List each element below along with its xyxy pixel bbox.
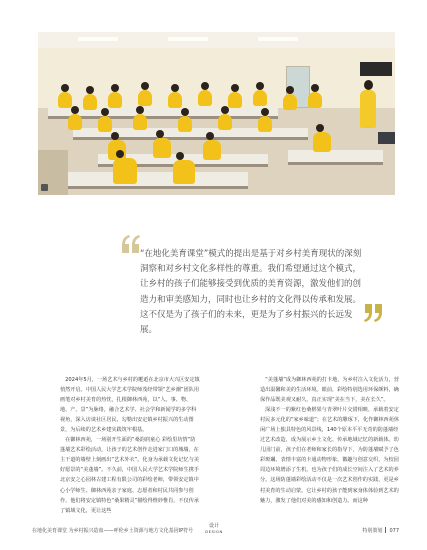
article-column-right	[260, 375, 400, 506]
laptop	[378, 132, 395, 144]
student	[258, 116, 272, 132]
student	[283, 94, 297, 110]
close-quote-icon	[363, 302, 385, 324]
student	[173, 160, 195, 184]
paragraph: 在御林西苑，一场别开生面的“桑韵润童心 彩绘里坊情”防蓬墙艺术彩绘活动，让孩子的艺术创作走进家门口的城墙，在主干道的墙壁上刻画出“艺术外衣”。化身为承载文化记忆与美好愿景的“美蓬墙”。不久前，中国人民大学艺术学院师生携手北京安之心园林古建工程有限公司的彩绘老师，带领安定镇中心小学师生、御林西苑亲子家庭、志愿者和村民共同参与创作。他们将安定镇特色“桑果精灵”描绘得惟妙惟肖，不仅传承了镇域文化，更让这些	[60, 437, 199, 514]
section-name: 特别策划	[362, 528, 383, 534]
student	[58, 92, 72, 108]
paragraph: 深浅不一的紫红色桑椹果与青翠叶片交错相映，承载着安定村民多元化的“家乡味道”；在艺术的雕琢下，化作御林西苑休闲广场上独具特色的风景线，140个原本平平无奇的防蓬墙经过艺术改造，成为展示乡土文化、传承地域记忆的新载体。幼儿园门前，孩子们在老师和家长的指导下，为防蓬墙赋予了色彩斑斓、表情丰富的卡通动物形象，徽趣与创意交织，为校园周边环境增添了生机，也为孩子们的成长空间注入了艺术的养分。这场防蓬墙彩绘活动不仅是一次艺术创作的实践，更是乡村美育的生动启蒙。它让乡村的孩子能到家身体体验到艺术的魅力，激发了他们对美的感知和创造力。而这种	[260, 407, 399, 504]
student	[153, 138, 171, 158]
ceiling-light	[168, 37, 208, 41]
student	[108, 92, 122, 108]
paragraph: 2024年5月，一场艺术与乡村的邂逅在北京市大兴区安定镇悄然开启。中国人民大学艺术学院师茂经带领“艺乡潮”团队用画笔对乡村美育的热忱，扎根御林西苑，以“人、事、物、地、产、景”为脉络，融合艺术学、社会学和新闻学的多学科视角，深入访谈社区居民，勾勒出安定镇乡村振兴的生动图景，为后续的艺术乡建实践筑牢根基。	[60, 377, 200, 434]
section-mark-cn: 设计	[208, 523, 219, 529]
close-quote-mark-1	[364, 304, 372, 322]
student	[113, 158, 137, 184]
student	[83, 94, 97, 110]
page-number: 077	[389, 528, 399, 534]
student	[313, 132, 331, 152]
desk	[48, 108, 278, 119]
ceiling-light	[258, 37, 298, 41]
close-quote-mark-2	[374, 304, 382, 322]
student	[228, 92, 242, 108]
teacher	[360, 90, 376, 128]
wall-screen	[360, 62, 392, 76]
student	[138, 90, 152, 106]
pull-quote: “在地化美育课堂”模式的提出是基于对乡村美育现状的深刻洞察和对乡村文化多样性的尊重。我们希望通过这个模式，让乡村的孩子们能够接受到优质的美育资源，激发他们的创造力和审美感知力，同时也让乡村的文化得以传承和发展。这不仅是为了孩子们的未来，更是为了乡村振兴的长远发展。	[140, 249, 362, 336]
student	[133, 114, 147, 130]
student	[198, 90, 212, 106]
paragraph: “美蓬墙”成为御林西苑的打卡地，为乡村注入文化活力，营造出温馨和美的生活环境。眼前，彩绘特别选用环保颜料，确保作品既美观又耐久，真正实现“美在当下，美在长久”。	[260, 377, 399, 404]
student	[68, 114, 82, 130]
student	[168, 92, 182, 108]
student	[218, 114, 232, 130]
desk	[288, 150, 383, 165]
open-quote-icon	[120, 233, 142, 255]
desk	[68, 172, 248, 189]
classroom-photo	[38, 32, 395, 195]
open-quote-mark-1	[122, 235, 130, 253]
running-title: 在地化美育课堂 为乡村振兴造血——呼伦乡土资源与地方文化基因IP符号	[32, 528, 194, 534]
student	[253, 90, 267, 106]
ceiling-light	[78, 37, 118, 41]
student	[98, 116, 112, 132]
camera-icon	[41, 184, 48, 191]
section-mark-en: DESIGN	[205, 529, 223, 534]
student	[308, 92, 322, 108]
page-footer	[0, 522, 427, 536]
article-column-left	[60, 375, 200, 516]
student	[178, 116, 192, 132]
open-quote-mark-2	[132, 235, 140, 253]
footer-divider	[385, 527, 386, 533]
page-info	[362, 527, 399, 534]
student	[203, 140, 221, 160]
section-mark	[200, 523, 228, 535]
